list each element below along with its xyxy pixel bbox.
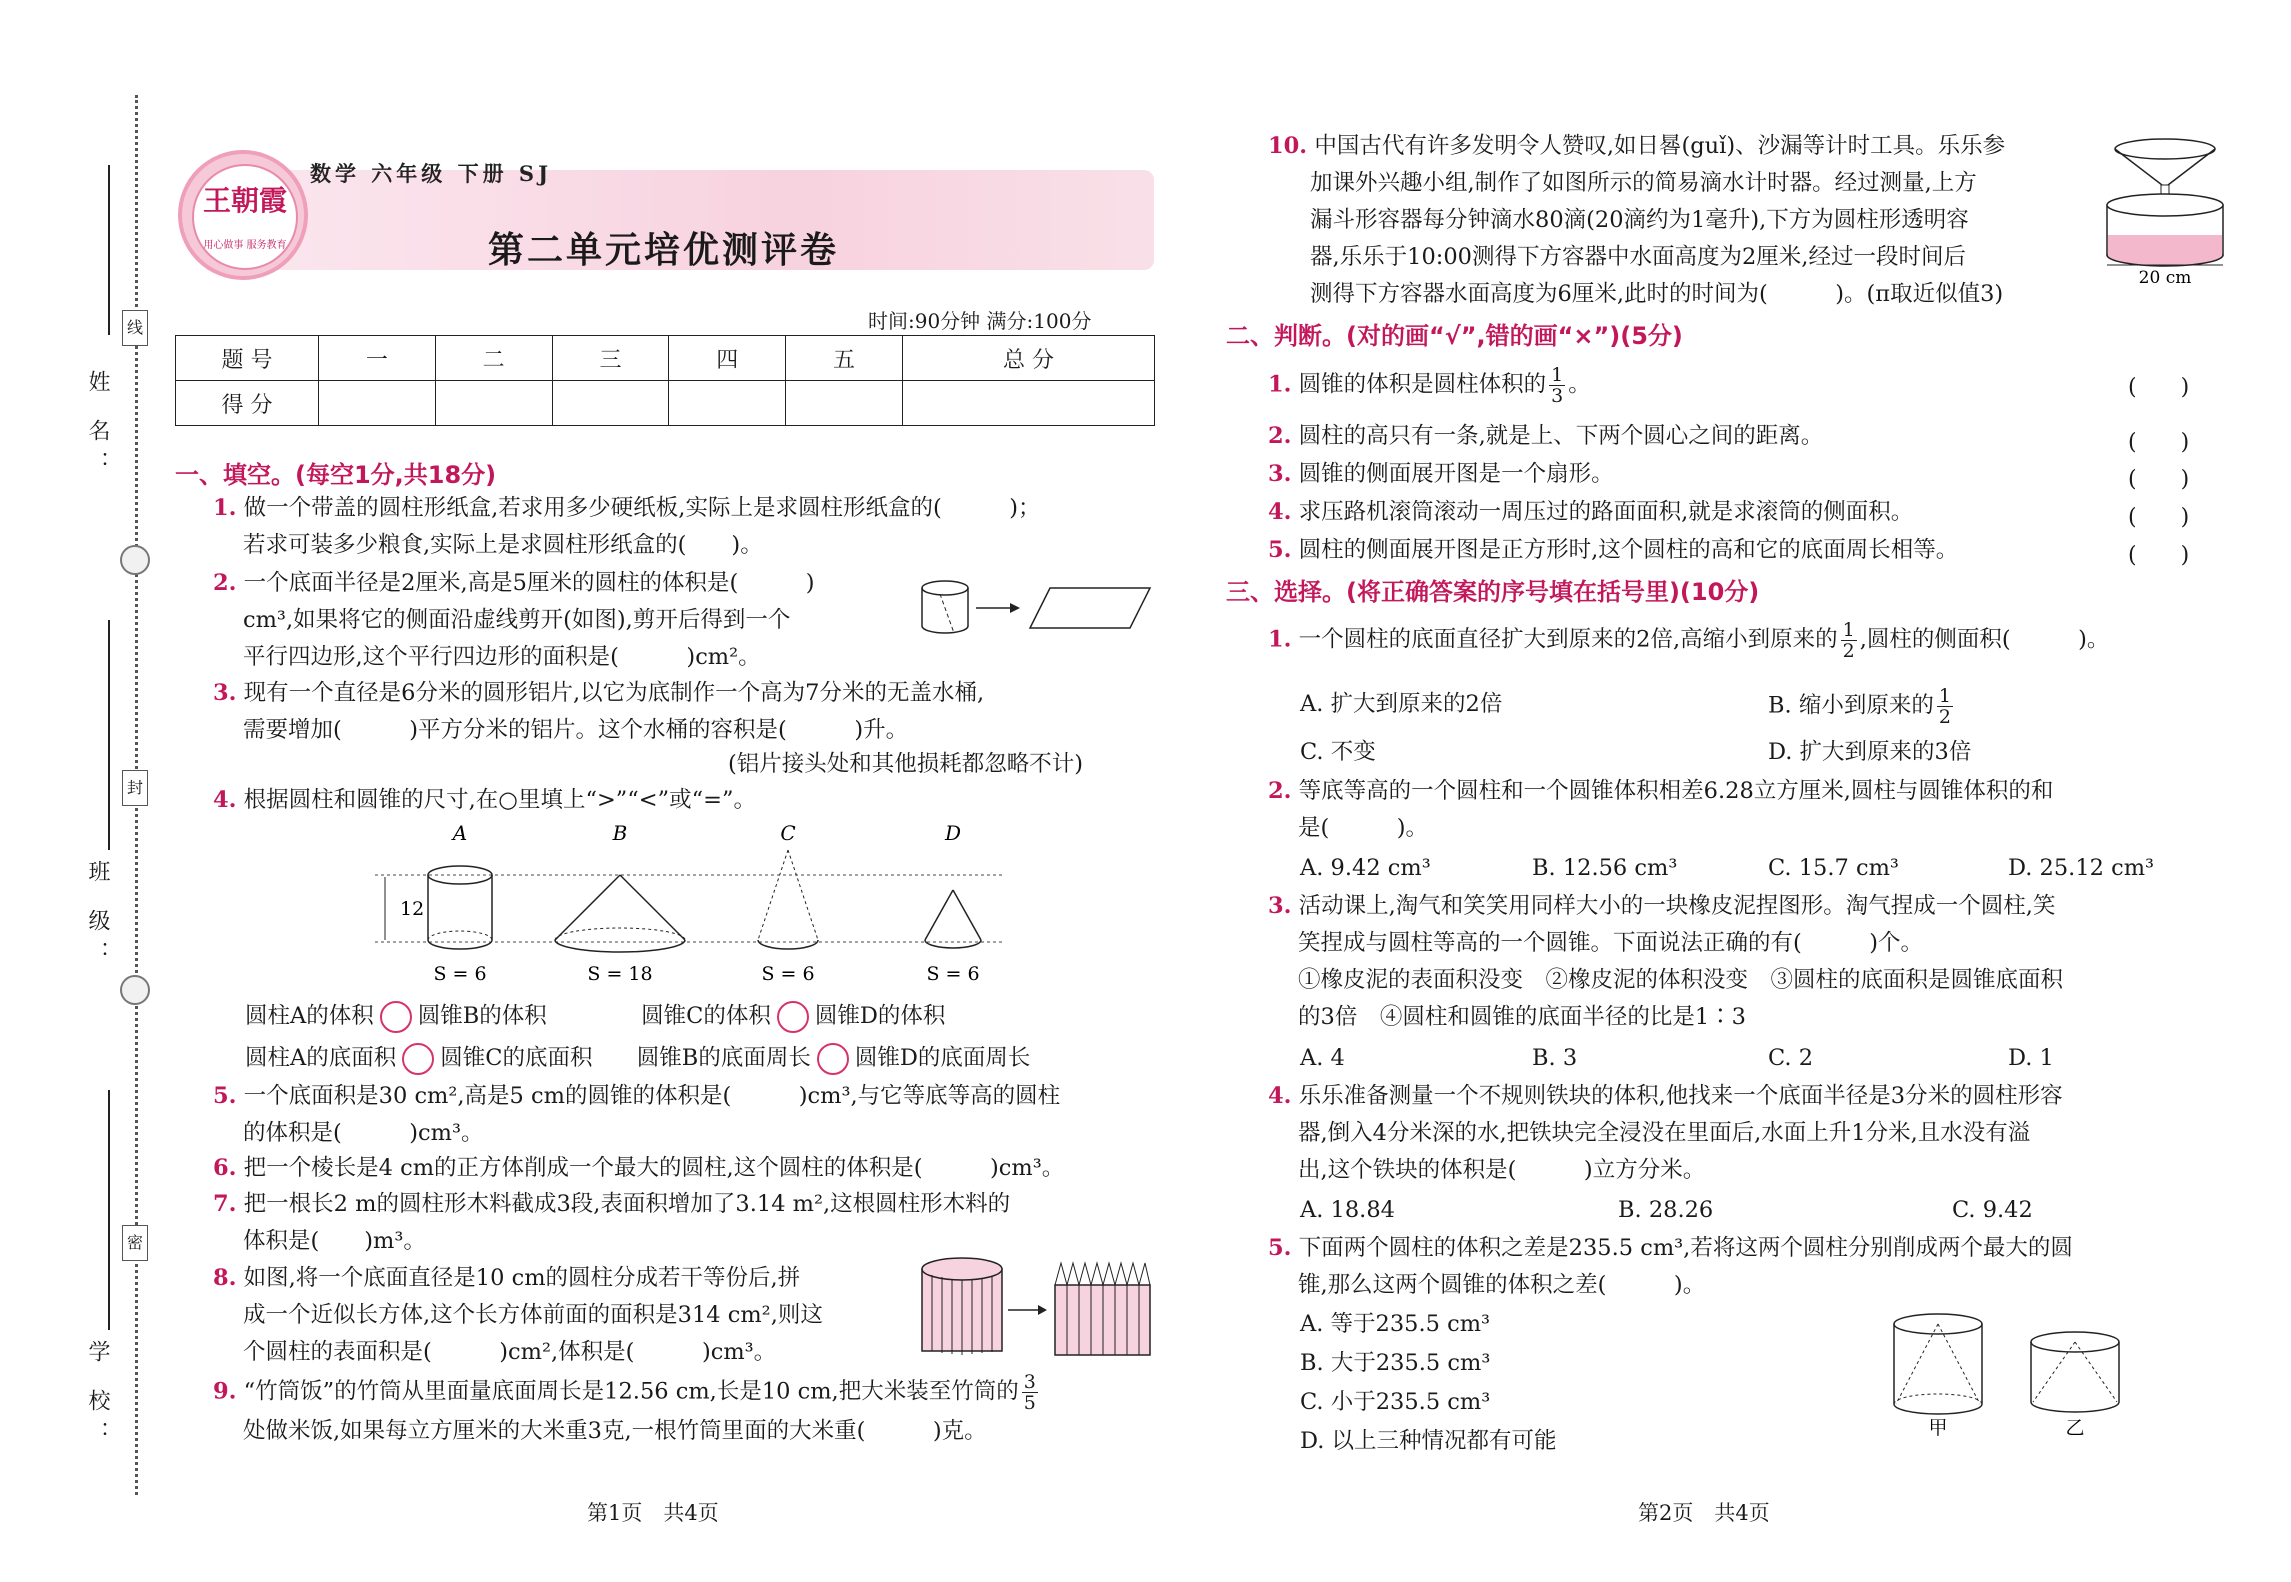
score-header-cell: 一 xyxy=(319,336,436,381)
name-label: 姓 名： xyxy=(85,370,110,483)
page-number-right: 第2页 共4页 xyxy=(1638,1501,1770,1525)
question-number: 3. xyxy=(1268,893,1292,919)
question-text: 等底等高的一个圆柱和一个圆锥体积相差6.28立方厘米,圆柱与圆锥体积的和 xyxy=(1298,778,2054,804)
question-text: 求压路机滚筒滚动一周压过的路面面积,就是求滚筒的侧面积。 xyxy=(1298,499,1914,525)
fraction: $\frac{1}{2}$ xyxy=(1842,619,1855,662)
choice-3 xyxy=(1268,888,2063,1036)
choice-5 xyxy=(1268,1230,2073,1304)
question-number: 5. xyxy=(1268,1235,1292,1261)
question-text: 测得下方容器水面高度为6厘米,此时的时间为( )。(π取近似值3) xyxy=(1310,281,2004,307)
base-area-label: S = 6 xyxy=(926,963,980,985)
question-text: 根据圆柱和圆锥的尺寸,在○里填上“>”“<”或“=”。 xyxy=(243,787,757,813)
question-text: 做一个带盖的圆柱形纸盒,若求用多少硬纸板,实际上是求圆柱形纸盒的( )； xyxy=(243,495,1041,521)
question-text: 圆柱的高只有一条,就是上、下两个圆心之间的距离。 xyxy=(1298,423,1824,449)
choice-2 xyxy=(1268,773,2053,847)
fraction: $\frac{1}{3}$ xyxy=(1551,364,1564,407)
question-3-note: (铝片接头处和其他损耗都忽略不计) xyxy=(728,751,1084,777)
water-clock-figure xyxy=(2100,135,2230,285)
choice-1-option-b[interactable]: B. 缩小到原来的 $\frac{1}{2}$ xyxy=(1768,685,1951,728)
figure-label: C xyxy=(780,821,796,845)
question-text: 笑捏成与圆柱等高的一个圆锥。下面说法正确的有( )个。 xyxy=(1298,930,1924,956)
question-3 xyxy=(213,675,984,749)
question-text: 一个圆柱的底面直径扩大到原来的2倍,高缩小到原来的 xyxy=(1298,626,1838,653)
question-text: 的体积是( )cm³。 xyxy=(243,1120,484,1146)
compare-circle[interactable] xyxy=(402,1043,434,1075)
question-text: 把一根长2 m的圆柱形木料截成3段,表面积增加了3.14 m²,这根圆柱形木料的 xyxy=(243,1191,1011,1217)
question-number: 4. xyxy=(1268,499,1292,525)
binding-mark-mi: 密 xyxy=(122,1225,148,1261)
choice-4-option-b[interactable]: B. 28.26 xyxy=(1618,1197,1714,1223)
class-label: 班 级： xyxy=(85,860,110,973)
base-area-label: S = 18 xyxy=(587,963,653,985)
figure-label: 乙 xyxy=(2065,1417,2085,1439)
question-number: 3. xyxy=(1268,461,1292,487)
choice-3-option-a[interactable]: A. 4 xyxy=(1300,1045,1345,1071)
answer-blank[interactable]: ( ) xyxy=(2128,505,2190,530)
judge-5 xyxy=(1268,532,1958,569)
school-line xyxy=(108,1090,110,1330)
score-cell[interactable] xyxy=(552,381,669,426)
section-2-heading: 二、判断。(对的画“√”,错的画“×”)(5分) xyxy=(1226,322,1683,350)
section-3-heading: 三、选择。(将正确答案的序号填在括号里)(10分) xyxy=(1226,578,1760,606)
score-cell[interactable] xyxy=(435,381,552,426)
logo-text: 王朝霞 xyxy=(202,184,287,217)
class-line xyxy=(108,620,110,850)
question-text: ①橡皮泥的表面积没变 ②橡皮泥的体积没变 ③圆柱的底面积是圆锥底面积 xyxy=(1298,967,2064,993)
figure-label: 甲 xyxy=(1928,1417,1948,1439)
question-text: cm³,如果将它的侧面沿虚线剪开(如图),剪开后得到一个 xyxy=(243,607,791,633)
question-6 xyxy=(213,1150,1064,1187)
section-1-heading: 一、填空。(每空1分,共18分) xyxy=(175,461,497,489)
time-score-info: 时间:90分钟 满分:100分 xyxy=(868,309,1092,333)
figure-label: D xyxy=(944,821,962,845)
choice-1-option-c[interactable]: C. 不变 xyxy=(1300,739,1376,765)
comparison-text: 圆锥B的体积 xyxy=(417,1003,547,1029)
question-text: 如图,将一个底面直径是10 cm的圆柱分成若干等份后,拼 xyxy=(243,1265,801,1291)
question-2 xyxy=(213,565,815,676)
comparison-text: 圆锥D的底面周长 xyxy=(854,1045,1031,1071)
judge-3 xyxy=(1268,456,1614,493)
judge-1 xyxy=(1268,365,1591,406)
score-header-cell: 二 xyxy=(435,336,552,381)
figure-label: B xyxy=(612,821,628,845)
question-number: 7. xyxy=(213,1191,237,1217)
question-4 xyxy=(213,782,756,819)
height-label: 12 xyxy=(400,898,425,920)
binding-mark-feng: 封 xyxy=(122,770,148,806)
question-text: 器,倒入4分米深的水,把铁块完全浸没在里面后,水面上升1分米,且水没有溢 xyxy=(1298,1120,2031,1146)
comparison-text: 圆锥C的底面积 xyxy=(440,1045,593,1071)
question-text: 平行四边形,这个平行四边形的面积是( )cm²。 xyxy=(243,644,761,670)
answer-blank[interactable]: ( ) xyxy=(2128,467,2190,492)
question-number: 5. xyxy=(1268,537,1292,563)
choice-2-option-a[interactable]: A. 9.42 cm³ xyxy=(1300,855,1431,881)
comparison-text: 圆锥D的体积 xyxy=(814,1003,946,1029)
subject-line: 数学 六年级 下册 SJ xyxy=(310,161,553,186)
score-header-cell: 五 xyxy=(786,336,903,381)
choice-4 xyxy=(1268,1078,2063,1189)
question-text: 圆锥的体积是圆柱体积的 xyxy=(1298,371,1547,398)
question-text: 现有一个直径是6分米的圆形铝片,以它为底制作一个高为7分米的无盖水桶, xyxy=(243,680,985,706)
score-cell[interactable] xyxy=(319,381,436,426)
question-text: 圆锥的侧面展开图是一个扇形。 xyxy=(1298,461,1614,487)
question-text: 需要增加( )平方分米的铝片。这个水桶的容积是( )升。 xyxy=(243,717,909,743)
compare-circle[interactable] xyxy=(380,1001,412,1033)
fraction: $\frac{1}{2}$ xyxy=(1938,685,1951,728)
choice-5-option-c[interactable]: C. 小于235.5 cm³ xyxy=(1300,1389,1491,1415)
question-number: 4. xyxy=(213,787,237,813)
question-number: 9. xyxy=(213,1378,237,1405)
question-text: ,圆柱的侧面积( )。 xyxy=(1859,626,2110,653)
question-text: 乐乐准备测量一个不规则铁块的体积,他找来一个底面半径是3分米的圆柱形容 xyxy=(1298,1083,2063,1109)
question-text: 处做米饭,如果每立方厘米的大米重3克,一根竹筒里面的大米重( )克。 xyxy=(243,1418,987,1444)
choice-2-option-c[interactable]: C. 15.7 cm³ xyxy=(1768,855,1899,881)
score-header-cell: 三 xyxy=(552,336,669,381)
answer-blank[interactable]: ( ) xyxy=(2128,375,2190,400)
question-text: 圆柱的侧面展开图是正方形时,这个圆柱的高和它的底面周长相等。 xyxy=(1298,537,1959,563)
comparison-text: 圆锥C的体积 xyxy=(641,1003,771,1029)
question-7 xyxy=(213,1186,1010,1260)
score-cell[interactable] xyxy=(669,381,786,426)
judge-4 xyxy=(1268,494,1913,531)
question-text: 个圆柱的表面积是( )cm²,体积是( )cm³。 xyxy=(243,1339,777,1365)
question-number: 1. xyxy=(1268,371,1292,398)
question-10 xyxy=(1268,128,2005,313)
name-line xyxy=(108,165,110,335)
base-area-label: S = 6 xyxy=(761,963,815,985)
score-table xyxy=(175,335,1155,426)
question-text: 。 xyxy=(1568,371,1591,398)
score-header-cell: 总 分 xyxy=(902,336,1154,381)
question-text: 把一个棱长是4 cm的正方体削成一个最大的圆柱,这个圆柱的体积是( )cm³。 xyxy=(243,1155,1065,1181)
question-text: 器,乐乐于10:00测得下方容器中水面高度为2厘米,经过一段时间后 xyxy=(1310,244,1966,270)
brand-logo xyxy=(178,150,308,280)
two-cylinders-figure xyxy=(1890,1310,2140,1440)
compare-circle[interactable] xyxy=(817,1043,849,1075)
compare-circle[interactable] xyxy=(777,1001,809,1033)
question-text: 漏斗形容器每分钟滴水80滴(20滴约为1毫升),下方为圆柱形透明容 xyxy=(1310,207,1969,233)
question-number: 5. xyxy=(213,1083,237,1109)
score-table-header-row xyxy=(176,336,1155,381)
logo-subtext: 用心做事 服务教育 xyxy=(203,240,287,251)
comparison-row-1 xyxy=(245,998,945,1035)
question-1 xyxy=(213,490,1041,564)
question-text: 活动课上,淘气和笑笑用同样大小的一块橡皮泥捏图形。淘气捏成一个圆柱,笑 xyxy=(1298,893,2056,919)
score-cell[interactable] xyxy=(902,381,1154,426)
question-text: 若求可装多少粮食,实际上是求圆柱形纸盒的( )。 xyxy=(243,532,763,558)
dimension-label: 20 cm xyxy=(2138,268,2192,285)
question-number: 1. xyxy=(1268,626,1292,653)
score-header-cell: 四 xyxy=(669,336,786,381)
choice-2-option-b[interactable]: B. 12.56 cm³ xyxy=(1532,855,1678,881)
question-text: 锥,那么这两个圆锥的体积之差( )。 xyxy=(1298,1272,1706,1298)
choice-5-option-a[interactable]: A. 等于235.5 cm³ xyxy=(1300,1311,1491,1337)
cylinder-to-cuboid-figure xyxy=(920,1255,1155,1360)
question-number: 4. xyxy=(1268,1083,1292,1109)
score-table-score-row xyxy=(176,381,1155,426)
score-cell[interactable] xyxy=(786,381,903,426)
choice-4-option-a[interactable]: A. 18.84 xyxy=(1300,1197,1395,1223)
binding-hole xyxy=(120,975,150,1005)
fraction: $\frac{3}{5}$ xyxy=(1023,1371,1036,1414)
score-header-cell: 题 号 xyxy=(176,336,319,381)
choice-5-option-b[interactable]: B. 大于235.5 cm³ xyxy=(1300,1350,1491,1376)
question-text: 下面两个圆柱的体积之差是235.5 cm³,若将这两个圆柱分别削成两个最大的圆 xyxy=(1298,1235,2073,1261)
question-number: 3. xyxy=(213,680,237,706)
choice-2-option-d[interactable]: D. 25.12 cm³ xyxy=(2008,855,2155,881)
question-number: 1. xyxy=(213,495,237,521)
page-number-left: 第1页 共4页 xyxy=(587,1501,719,1525)
question-text: 加课外兴趣小组,制作了如图所示的简易滴水计时器。经过测量,上方 xyxy=(1310,170,1977,196)
question-text: 成一个近似长方体,这个长方体前面的面积是314 cm²,则这 xyxy=(243,1302,823,1328)
choice-3-option-b[interactable]: B. 3 xyxy=(1532,1045,1578,1071)
question-number: 6. xyxy=(213,1155,237,1181)
cylinder-cone-figure xyxy=(360,820,1020,990)
choice-1-option-a[interactable]: A. 扩大到原来的2倍 xyxy=(1300,691,1503,717)
question-8 xyxy=(213,1260,823,1371)
question-number: 10. xyxy=(1268,133,1308,159)
question-text: 是( )。 xyxy=(1298,815,1429,841)
question-text: “竹筒饭”的竹筒从里面量底面周长是12.56 cm,长是10 cm,把大米装至竹筒的 xyxy=(243,1378,1019,1405)
answer-blank[interactable]: ( ) xyxy=(2128,543,2190,568)
choice-1 xyxy=(1268,620,2109,661)
binding-hole xyxy=(120,545,150,575)
answer-blank[interactable]: ( ) xyxy=(2128,430,2190,455)
figure-label: A xyxy=(452,821,468,845)
comparison-row-2 xyxy=(245,1040,1030,1077)
page-title: 第二单元培优测评卷 xyxy=(488,230,840,271)
question-text: 出,这个铁块的体积是( )立方分米。 xyxy=(1298,1157,1706,1183)
comparison-text: 圆柱A的底面积 xyxy=(245,1045,397,1071)
choice-4-option-c[interactable]: C. 9.42 xyxy=(1952,1197,2033,1223)
cylinder-unroll-figure xyxy=(920,578,1160,638)
choice-1-option-d[interactable]: D. 扩大到原来的3倍 xyxy=(1768,739,1972,765)
question-number: 2. xyxy=(1268,423,1292,449)
judge-2 xyxy=(1268,418,1823,455)
question-9 xyxy=(213,1372,1041,1450)
comparison-text: 圆锥B的底面周长 xyxy=(636,1045,811,1071)
question-number: 8. xyxy=(213,1265,237,1291)
choice-3-option-d[interactable]: D. 1 xyxy=(2008,1045,2054,1071)
question-5 xyxy=(213,1078,1060,1152)
question-text: 体积是( )m³。 xyxy=(243,1228,426,1254)
question-text: 一个底面积是30 cm²,高是5 cm的圆锥的体积是( )cm³,与它等底等高的圆柱 xyxy=(243,1083,1061,1109)
question-text: 一个底面半径是2厘米,高是5厘米的圆柱的体积是( ) xyxy=(243,570,815,596)
question-text: 中国古代有许多发明令人赞叹,如日晷(guǐ)、沙漏等计时工具。乐乐参 xyxy=(1314,133,2006,159)
question-number: 2. xyxy=(213,570,237,596)
binding-mark-xian: 线 xyxy=(122,310,148,346)
score-row-label: 得 分 xyxy=(176,381,319,426)
question-number: 2. xyxy=(1268,778,1292,804)
comparison-text: 圆柱A的体积 xyxy=(245,1003,374,1029)
base-area-label: S = 6 xyxy=(433,963,487,985)
question-text: 的3倍 ④圆柱和圆锥的底面半径的比是1∶3 xyxy=(1298,1004,1746,1030)
choice-3-option-c[interactable]: C. 2 xyxy=(1768,1045,1814,1071)
choice-5-option-d[interactable]: D. 以上三种情况都有可能 xyxy=(1300,1428,1557,1454)
school-label: 学 校： xyxy=(85,1340,110,1453)
